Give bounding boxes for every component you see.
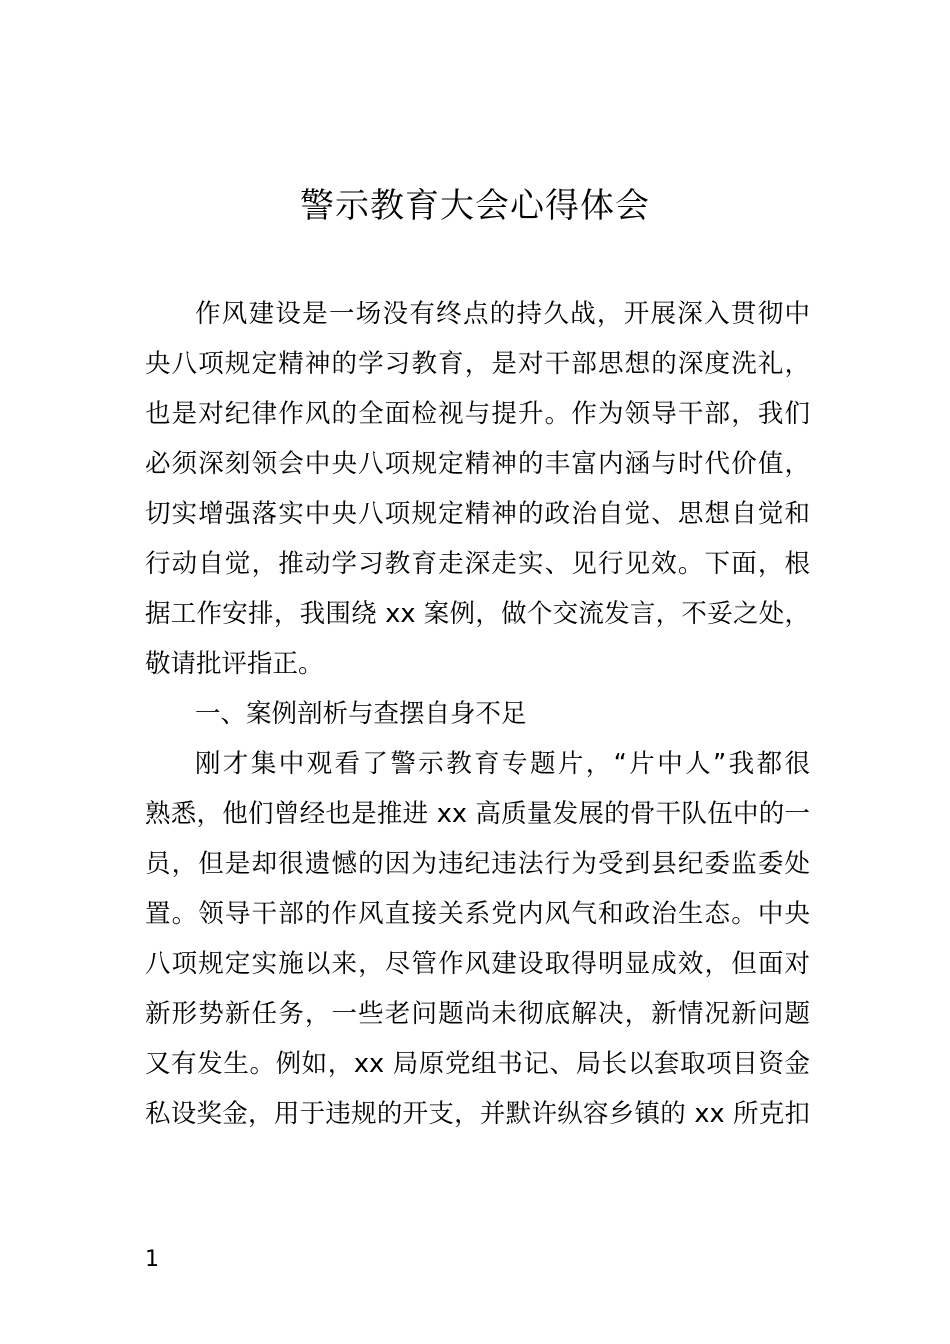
text-line: 也是对纪律作风的全面检视与提升。作为领导干部，我们 <box>145 399 810 429</box>
text-line: 又有发生。例如，xx 局原党组书记、局长以套取项目资金 <box>145 1049 810 1079</box>
text-line: 央八项规定精神的学习教育，是对干部思想的深度洗礼， <box>145 349 810 379</box>
text-line: 必须深刻领会中央八项规定精神的丰富内涵与时代价值， <box>145 449 810 479</box>
text-line: 行动自觉，推动学习教育走深走实、见行见效。下面，根 <box>145 549 810 579</box>
text-line: 员，但是却很遗憾的因为违纪违法行为受到县纪委监委处 <box>145 849 810 879</box>
text-line: 刚才集中观看了警示教育专题片，“片中人”我都很 <box>195 749 810 779</box>
text-line: 八项规定实施以来，尽管作风建设取得明显成效，但面对 <box>145 949 810 979</box>
text-line: 熟悉，他们曾经也是推进 xx 高质量发展的骨干队伍中的一 <box>145 799 810 829</box>
text-line: 作风建设是一场没有终点的持久战，开展深入贯彻中 <box>195 299 810 329</box>
page-title: 警示教育大会心得体会 <box>300 186 650 226</box>
text-line: 切实增强落实中央八项规定精神的政治自觉、思想自觉和 <box>145 499 810 529</box>
text-line: 新形势新任务，一些老问题尚未彻底解决，新情况新问题 <box>145 999 810 1029</box>
page-number: 1 <box>145 1247 159 1272</box>
text-line: 据工作安排，我围绕 xx 案例，做个交流发言，不妥之处， <box>145 599 810 629</box>
section-heading: 一、案例剖析与查摆自身不足 <box>195 699 527 729</box>
text-line: 私设奖金，用于违规的开支，并默许纵容乡镇的 xx 所克扣 <box>145 1099 810 1129</box>
text-line: 置。领导干部的作风直接关系党内风气和政治生态。中央 <box>145 899 810 929</box>
text-line: 敬请批评指正。 <box>145 649 324 679</box>
